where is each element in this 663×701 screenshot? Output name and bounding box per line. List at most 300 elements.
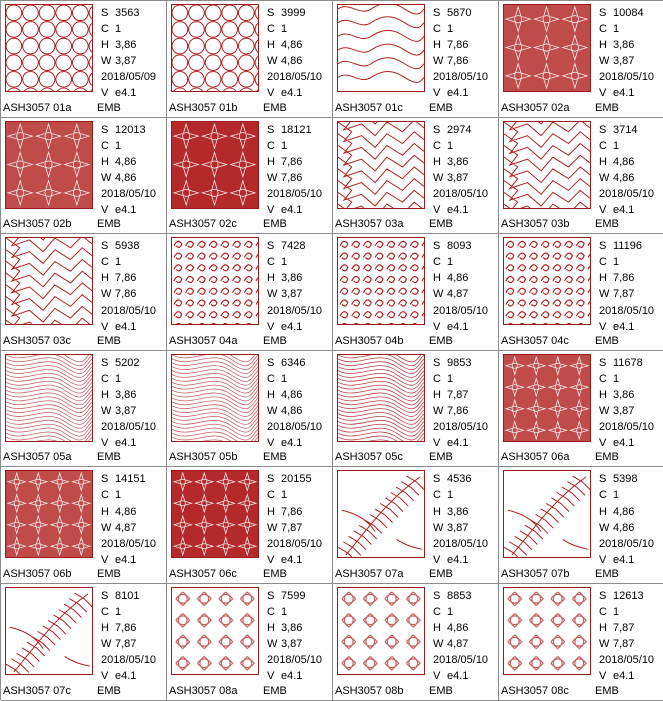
design-thumbnail-image [171, 121, 259, 209]
design-name: ASH3057 05b [169, 451, 238, 464]
width-value: 4,86 [613, 521, 635, 534]
date-value: 2018/05/10 [599, 537, 655, 550]
width-value-row [599, 53, 654, 69]
date-value: 2018/05/10 [101, 654, 157, 667]
design-tile[interactable] [167, 467, 333, 584]
color-count-row [267, 604, 322, 620]
version-value-row [101, 85, 156, 101]
width-value: 7,86 [281, 171, 303, 184]
file-format: EMB [429, 218, 453, 231]
color-count-row [599, 371, 654, 387]
stitch-count-label: S [433, 356, 441, 369]
stitch-count-label: S [433, 240, 441, 253]
stitch-count: 5398 [613, 473, 638, 486]
height-value: 7,86 [613, 272, 635, 285]
date-value: 2018/05/10 [433, 304, 489, 317]
design-info [599, 122, 654, 219]
width-value-label: W [599, 521, 610, 534]
height-value-row [433, 387, 488, 403]
height-value: 3,86 [115, 388, 137, 401]
design-name: ASH3057 03a [335, 218, 404, 231]
design-name: ASH3057 01b [169, 101, 238, 114]
color-count-label: C [267, 489, 275, 502]
version-value: e4.1 [613, 437, 635, 450]
design-name: ASH3057 01a [3, 101, 72, 114]
version-value-label: V [101, 87, 109, 100]
version-value-row [267, 202, 322, 218]
width-value: 3,87 [613, 55, 635, 68]
height-value-label: H [267, 622, 275, 635]
version-value: e4.1 [115, 204, 137, 217]
width-value-row [433, 520, 488, 536]
width-value: 4,86 [115, 171, 137, 184]
color-count: 1 [447, 139, 454, 152]
version-value: e4.1 [281, 204, 303, 217]
version-value-label: V [267, 670, 275, 683]
height-value-label: H [101, 505, 109, 518]
date-value: 2018/05/10 [267, 71, 323, 84]
height-value-row [101, 154, 156, 170]
design-tile[interactable] [1, 234, 167, 351]
color-count-row [267, 254, 322, 270]
design-tile[interactable] [499, 234, 663, 351]
width-value-label: W [433, 521, 444, 534]
width-value: 3,87 [281, 288, 303, 301]
design-tile[interactable] [167, 351, 333, 468]
height-value: 3,86 [281, 272, 303, 285]
version-value-label: V [101, 437, 109, 450]
date-value: 2018/05/10 [433, 71, 489, 84]
design-thumbnail-image [337, 237, 425, 325]
version-value-label: V [267, 87, 275, 100]
height-value-label: H [101, 272, 109, 285]
color-count: 1 [613, 256, 620, 269]
design-tile[interactable] [333, 584, 499, 701]
design-info [101, 588, 156, 685]
stitch-count: 14151 [115, 473, 146, 486]
width-value: 3,87 [281, 638, 303, 651]
height-value: 7,86 [281, 505, 303, 518]
version-value-row [599, 552, 654, 568]
design-tile[interactable] [499, 584, 663, 701]
design-tile[interactable] [1, 467, 167, 584]
width-value-label: W [267, 638, 278, 651]
date-value: 2018/05/10 [267, 537, 323, 550]
stitch-count-label: S [599, 473, 607, 486]
version-value: e4.1 [613, 204, 635, 217]
height-value-label: H [599, 155, 607, 168]
width-value-label: W [599, 55, 610, 68]
date-value: 2018/05/10 [433, 654, 489, 667]
design-info [599, 238, 654, 335]
width-value: 7,87 [281, 521, 303, 534]
stitch-count: 5202 [115, 356, 140, 369]
stitch-count-row [599, 355, 654, 371]
color-count: 1 [115, 606, 122, 619]
date-value: 2018/05/10 [433, 187, 489, 200]
width-value-row [433, 636, 488, 652]
stitch-count-row [433, 471, 488, 487]
width-value-row [433, 53, 488, 69]
design-thumbnail-image [503, 470, 591, 558]
height-value-label: H [433, 39, 441, 52]
version-value-row [101, 552, 156, 568]
height-value-label: H [267, 155, 275, 168]
version-value: e4.1 [447, 204, 469, 217]
stitch-count-row [599, 238, 654, 254]
stitch-count: 4536 [447, 473, 472, 486]
width-value-row [599, 636, 654, 652]
height-value: 7,87 [613, 622, 635, 635]
date-value-row [101, 419, 156, 435]
version-value-row [433, 668, 488, 684]
stitch-count-row [267, 5, 322, 21]
design-info [433, 122, 488, 219]
stitch-count-label: S [267, 7, 275, 19]
width-value-label: W [101, 405, 112, 418]
width-value: 4,86 [613, 171, 635, 184]
color-count-label: C [267, 606, 275, 619]
height-value-row [599, 154, 654, 170]
width-value: 7,86 [447, 405, 469, 418]
color-count-row [267, 371, 322, 387]
file-format: EMB [97, 451, 121, 464]
design-info [101, 238, 156, 335]
design-tile[interactable] [499, 351, 663, 468]
height-value-label: H [101, 622, 109, 635]
version-value-row [433, 319, 488, 335]
design-tile[interactable] [1, 1, 167, 118]
color-count: 1 [115, 23, 122, 36]
width-value-row [599, 403, 654, 419]
design-info [267, 5, 322, 102]
design-name: ASH3057 07a [335, 567, 404, 580]
design-thumbnail-image [337, 4, 425, 92]
height-value-label: H [267, 39, 275, 52]
design-tile[interactable] [499, 467, 663, 584]
height-value: 4,86 [115, 155, 137, 168]
width-value-row [599, 286, 654, 302]
date-value: 2018/05/10 [267, 304, 323, 317]
stitch-count-label: S [599, 356, 607, 369]
version-value-row [599, 319, 654, 335]
date-value-row [267, 419, 322, 435]
design-tile[interactable] [333, 467, 499, 584]
height-value-row [267, 37, 322, 53]
version-value: e4.1 [613, 320, 635, 333]
stitch-count-row [267, 471, 322, 487]
design-name: ASH3057 02c [169, 218, 237, 231]
width-value-label: W [433, 638, 444, 651]
color-count-row [101, 604, 156, 620]
version-value-label: V [101, 553, 109, 566]
design-tile[interactable] [167, 118, 333, 235]
color-count-label: C [433, 372, 441, 385]
version-value-label: V [599, 437, 607, 450]
height-value: 3,86 [281, 622, 303, 635]
design-name: ASH3057 07b [501, 567, 570, 580]
design-tile[interactable] [1, 118, 167, 235]
width-value: 3,87 [447, 521, 469, 534]
width-value-label: W [599, 405, 610, 418]
height-value-row [433, 270, 488, 286]
height-value-row [101, 504, 156, 520]
width-value-row [267, 520, 322, 536]
version-value: e4.1 [281, 670, 303, 683]
height-value-label: H [599, 39, 607, 52]
width-value: 4,87 [115, 521, 137, 534]
date-value-row [433, 186, 488, 202]
version-value: e4.1 [613, 553, 635, 566]
width-value-label: W [433, 288, 444, 301]
color-count: 1 [115, 256, 122, 269]
file-format: EMB [595, 218, 619, 231]
date-value-row [267, 536, 322, 552]
date-value: 2018/05/10 [101, 421, 157, 434]
width-value-row [433, 286, 488, 302]
design-thumbnail-image [171, 354, 259, 442]
design-name: ASH3057 08b [335, 684, 404, 697]
version-value: e4.1 [115, 87, 137, 100]
design-tile[interactable] [499, 118, 663, 235]
height-value-label: H [433, 622, 441, 635]
design-tile[interactable] [333, 234, 499, 351]
stitch-count-label: S [267, 473, 275, 486]
height-value: 4,86 [613, 505, 635, 518]
color-count-row [101, 254, 156, 270]
color-count-label: C [599, 23, 607, 36]
height-value-row [433, 154, 488, 170]
version-value-label: V [599, 87, 607, 100]
stitch-count-label: S [101, 356, 109, 369]
stitch-count: 8093 [447, 240, 472, 253]
height-value-label: H [599, 622, 607, 635]
file-format: EMB [97, 218, 121, 231]
design-thumbnail-image [171, 4, 259, 92]
design-tile[interactable] [167, 234, 333, 351]
design-tile[interactable] [333, 351, 499, 468]
version-value: e4.1 [115, 437, 137, 450]
date-value-row [267, 186, 322, 202]
file-format: EMB [97, 101, 121, 114]
color-count: 1 [447, 489, 454, 502]
color-count-label: C [101, 606, 109, 619]
version-value-row [267, 668, 322, 684]
date-value: 2018/05/10 [433, 421, 489, 434]
version-value-row [267, 435, 322, 451]
design-thumbnail-image [5, 4, 93, 92]
stitch-count-row [101, 588, 156, 604]
file-format: EMB [97, 684, 121, 697]
design-name: ASH3057 02b [3, 218, 72, 231]
color-count-row [433, 604, 488, 620]
height-value-label: H [101, 388, 109, 401]
version-value: e4.1 [613, 670, 635, 683]
file-format: EMB [429, 684, 453, 697]
width-value: 7,87 [115, 638, 137, 651]
design-tile[interactable] [1, 351, 167, 468]
stitch-count: 3563 [115, 7, 140, 19]
version-value-label: V [101, 670, 109, 683]
height-value-label: H [433, 155, 441, 168]
design-info [433, 355, 488, 452]
design-tile[interactable] [333, 1, 499, 118]
color-count-row [599, 254, 654, 270]
design-info [599, 5, 654, 102]
stitch-count-row [101, 238, 156, 254]
height-value-row [599, 387, 654, 403]
version-value: e4.1 [447, 320, 469, 333]
stitch-count-label: S [599, 7, 607, 19]
date-value: 2018/05/10 [101, 187, 157, 200]
color-count: 1 [281, 139, 288, 152]
width-value-label: W [101, 521, 112, 534]
version-value-row [433, 552, 488, 568]
stitch-count-row [599, 588, 654, 604]
design-tile[interactable] [167, 1, 333, 118]
version-value-label: V [101, 320, 109, 333]
date-value: 2018/05/10 [101, 304, 157, 317]
width-value-row [101, 170, 156, 186]
color-count-label: C [267, 139, 275, 152]
design-thumbnail-image [337, 354, 425, 442]
stitch-count: 18121 [281, 123, 312, 136]
color-count-row [433, 21, 488, 37]
version-value-label: V [599, 670, 607, 683]
color-count-label: C [101, 139, 109, 152]
design-name: ASH3057 02a [501, 101, 570, 114]
stitch-count-label: S [101, 7, 109, 19]
height-value-label: H [267, 505, 275, 518]
color-count-row [267, 138, 322, 154]
stitch-count-label: S [433, 123, 441, 136]
design-info [267, 122, 322, 219]
design-thumbnail-image [5, 237, 93, 325]
version-value-label: V [101, 204, 109, 217]
date-value-row [433, 652, 488, 668]
height-value-row [267, 387, 322, 403]
file-format: EMB [595, 334, 619, 347]
stitch-count: 12613 [613, 589, 644, 602]
width-value-label: W [267, 405, 278, 418]
color-count-row [433, 254, 488, 270]
version-value: e4.1 [447, 670, 469, 683]
version-value-row [599, 202, 654, 218]
stitch-count-label: S [267, 589, 275, 602]
design-info [101, 5, 156, 102]
height-value: 3,86 [447, 505, 469, 518]
stitch-count: 11678 [613, 356, 643, 369]
design-tile[interactable] [167, 584, 333, 701]
color-count: 1 [447, 23, 454, 36]
stitch-count: 7428 [281, 240, 306, 253]
date-value-row [599, 69, 654, 85]
design-tile[interactable] [499, 1, 663, 118]
height-value-label: H [599, 272, 607, 285]
version-value-label: V [433, 553, 441, 566]
color-count-row [433, 371, 488, 387]
height-value-label: H [599, 388, 607, 401]
version-value-row [433, 202, 488, 218]
color-count-label: C [433, 606, 441, 619]
width-value-label: W [433, 55, 444, 68]
width-value: 7,86 [115, 288, 137, 301]
design-info [101, 122, 156, 219]
width-value: 3,87 [613, 405, 635, 418]
height-value-row [599, 504, 654, 520]
file-format: EMB [97, 567, 121, 580]
color-count-label: C [433, 489, 441, 502]
file-format: EMB [97, 334, 121, 347]
version-value-row [599, 435, 654, 451]
design-info [267, 588, 322, 685]
version-value: e4.1 [115, 670, 137, 683]
date-value: 2018/05/10 [267, 421, 323, 434]
stitch-count: 5938 [115, 240, 140, 253]
design-info [267, 355, 322, 452]
version-value-label: V [267, 320, 275, 333]
stitch-count: 8101 [115, 589, 140, 602]
stitch-count: 8853 [447, 589, 472, 602]
color-count-label: C [267, 256, 275, 269]
stitch-count: 5870 [447, 7, 472, 19]
height-value-row [267, 270, 322, 286]
date-value-row [433, 69, 488, 85]
height-value-label: H [101, 39, 109, 52]
design-name: ASH3057 07c [3, 684, 71, 697]
version-value-label: V [433, 87, 441, 100]
design-thumbnail-image [171, 470, 259, 558]
file-format: EMB [429, 567, 453, 580]
width-value-label: W [599, 638, 610, 651]
date-value-row [101, 186, 156, 202]
color-count-label: C [101, 256, 109, 269]
design-name: ASH3057 06a [501, 451, 570, 464]
design-name: ASH3057 06c [169, 567, 237, 580]
date-value: 2018/05/10 [599, 654, 655, 667]
design-info [433, 588, 488, 685]
stitch-count: 10084 [613, 7, 644, 19]
stitch-count-row [101, 5, 156, 21]
width-value: 4,86 [281, 55, 303, 68]
height-value: 4,86 [613, 155, 635, 168]
color-count: 1 [281, 606, 288, 619]
version-value-row [433, 85, 488, 101]
color-count-row [599, 138, 654, 154]
color-count: 1 [447, 372, 454, 385]
width-value-label: W [433, 171, 444, 184]
height-value: 3,86 [613, 39, 635, 52]
design-tile[interactable] [333, 118, 499, 235]
file-format: EMB [263, 334, 287, 347]
color-count-row [267, 21, 322, 37]
color-count-label: C [599, 372, 607, 385]
design-tile[interactable] [1, 584, 167, 701]
version-value-row [101, 202, 156, 218]
width-value-label: W [267, 288, 278, 301]
stitch-count-label: S [599, 589, 607, 602]
height-value-row [433, 37, 488, 53]
stitch-count-label: S [101, 123, 109, 136]
version-value-row [101, 668, 156, 684]
stitch-count-row [101, 355, 156, 371]
width-value: 4,86 [281, 405, 303, 418]
color-count: 1 [613, 606, 620, 619]
design-thumbnail-image [337, 470, 425, 558]
date-value: 2018/05/10 [267, 654, 323, 667]
color-count-row [101, 21, 156, 37]
design-thumbnail-image [503, 237, 591, 325]
